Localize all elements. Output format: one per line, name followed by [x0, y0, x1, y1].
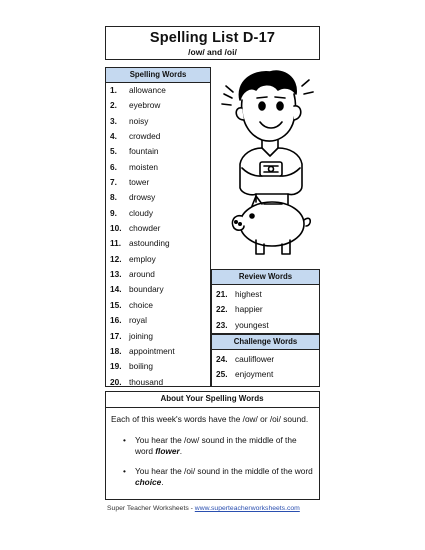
boy-with-piggy-bank-icon: [212, 64, 320, 268]
title-box: [105, 26, 320, 60]
word-number: 9.: [110, 207, 117, 218]
word-row: [106, 98, 210, 113]
word-number: 11.: [110, 238, 122, 249]
word-text: drowsy: [129, 192, 156, 203]
spelling-words-header: Spelling Words: [106, 68, 210, 83]
about-intro: Each of this week's words have the /ow/ or /oi/ sound.: [111, 414, 309, 424]
word-row: [106, 206, 210, 221]
word-text: youngest: [235, 319, 269, 330]
word-number: 25.: [216, 369, 228, 380]
bullet-text: You hear the /oi/ sound in the middle of the word: [135, 465, 313, 476]
word-number: 20.: [110, 376, 122, 387]
word-row: [106, 329, 210, 344]
word-row: [106, 190, 210, 205]
word-row: [212, 287, 319, 302]
word-text: highest: [235, 289, 262, 299]
word-number: 21.: [216, 289, 228, 299]
bullet-emphasis: flower: [155, 445, 180, 456]
word-text: chowder: [129, 223, 161, 234]
word-number: 3.: [110, 115, 117, 126]
word-row: [106, 344, 210, 359]
word-row: [106, 313, 210, 328]
word-number: 12.: [110, 253, 122, 264]
word-text: happier: [235, 304, 263, 315]
word-number: 5.: [110, 146, 117, 157]
page-subtitle: /ow/ and /oi/: [188, 47, 237, 57]
word-row: [106, 267, 210, 282]
word-text: astounding: [129, 238, 170, 249]
word-text: noisy: [129, 115, 149, 126]
review-words-header: Review Words: [212, 270, 319, 285]
word-row: [106, 221, 210, 236]
word-number: 22.: [216, 304, 228, 315]
word-number: 17.: [110, 330, 122, 341]
word-text: boundary: [129, 284, 164, 295]
review-word-list: [212, 287, 319, 333]
word-text: eyebrow: [129, 100, 161, 111]
word-text: cauliflower: [235, 354, 275, 364]
word-number: 10.: [110, 223, 122, 234]
word-text: fountain: [129, 146, 159, 157]
word-text: cloudy: [129, 207, 153, 218]
word-row: [106, 129, 210, 144]
footer-text: Super Teacher Worksheets -: [107, 505, 195, 512]
word-number: 24.: [216, 354, 228, 364]
word-number: 6.: [110, 161, 117, 172]
challenge-words-panel: [211, 334, 320, 387]
word-row: [106, 160, 210, 175]
word-row: [212, 302, 319, 317]
word-row: [106, 298, 210, 313]
bullet-end: .: [161, 476, 164, 487]
page-title: Spelling List D-17: [149, 30, 276, 46]
word-number: 18.: [110, 345, 122, 356]
bullet-dot-icon: •: [123, 465, 126, 476]
bullet-text: You hear the /ow/ sound in the middle of the word: [135, 434, 297, 456]
word-row: [106, 175, 210, 190]
spelling-words-panel: [105, 67, 211, 387]
review-words-panel: [211, 269, 320, 334]
word-text: tower: [129, 177, 150, 188]
word-number: 16.: [110, 315, 122, 326]
word-row: [106, 359, 210, 374]
word-row: [106, 282, 210, 297]
word-number: 1.: [110, 85, 117, 95]
word-row: [106, 83, 210, 98]
word-row: [106, 114, 210, 129]
word-text: thousand: [129, 376, 164, 387]
word-number: 15.: [110, 299, 122, 310]
bullet-dot-icon: •: [123, 434, 126, 445]
word-text: boiling: [129, 361, 153, 372]
challenge-words-header: Challenge Words: [212, 335, 319, 350]
word-text: choice: [129, 299, 153, 310]
word-text: crowded: [129, 131, 161, 142]
word-text: royal: [129, 315, 147, 326]
word-number: 19.: [110, 361, 122, 372]
word-text: enjoyment: [235, 369, 274, 380]
about-bullet: [111, 466, 313, 488]
about-divider: [106, 407, 319, 408]
word-row: [106, 236, 210, 251]
word-number: 8.: [110, 192, 117, 203]
bullet-end: .: [179, 445, 183, 456]
word-text: joining: [129, 330, 153, 341]
spelling-word-list: [106, 83, 210, 390]
word-text: around: [129, 269, 155, 280]
word-row: [212, 352, 319, 367]
word-row: [106, 144, 210, 159]
about-bullet: [111, 435, 313, 457]
challenge-word-list: [212, 352, 319, 383]
word-text: moisten: [129, 161, 159, 172]
word-row: [106, 375, 210, 390]
word-row: [106, 252, 210, 267]
word-text: appointment: [129, 345, 175, 356]
word-number: 14.: [110, 284, 122, 295]
word-text: allowance: [129, 85, 166, 95]
word-number: 4.: [110, 131, 117, 142]
bullet-emphasis: choice: [135, 476, 162, 487]
word-row: [212, 318, 319, 333]
about-panel: [105, 391, 320, 500]
footer-link[interactable]: www.superteacherworksheets.com: [194, 505, 300, 512]
about-title: About Your Spelling Words: [160, 394, 264, 403]
word-text: employ: [129, 253, 156, 264]
word-number: 2.: [110, 100, 117, 111]
word-row: [212, 367, 319, 382]
word-number: 7.: [110, 177, 117, 188]
word-number: 23.: [216, 319, 228, 330]
word-number: 13.: [110, 269, 122, 280]
footer: [107, 505, 300, 512]
